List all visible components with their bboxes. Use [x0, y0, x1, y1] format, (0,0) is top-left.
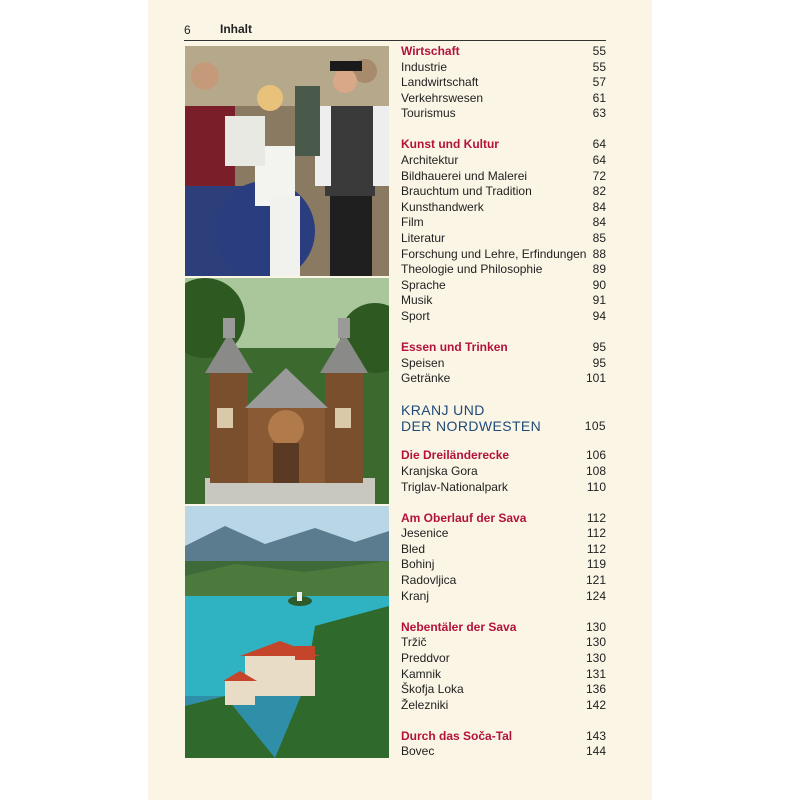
toc-section-nebentaeler	[401, 620, 606, 714]
toc-entry[interactable]	[401, 651, 606, 667]
toc-region-heading[interactable]	[401, 402, 606, 434]
toc-heading[interactable]	[401, 729, 606, 745]
toc-entry-label: Tourismus	[401, 106, 456, 121]
toc-page-number: 108	[585, 463, 606, 478]
toc-entry-label: Bled	[401, 541, 426, 556]
toc-section-dreilaender	[401, 448, 606, 495]
toc-entry-label: Getränke	[401, 371, 451, 386]
photo-column	[185, 46, 389, 758]
folk-dancers-photo	[185, 46, 389, 276]
toc-entry-label: Forschung und Lehre, Erfindungen	[401, 246, 587, 261]
toc-entry-label: Jesenice	[401, 526, 449, 541]
toc-entry[interactable]	[401, 293, 606, 309]
toc-entry-label: Bildhauerei und Malerei	[401, 168, 528, 183]
toc-entry-label: Železniki	[401, 697, 449, 712]
toc-page-number: 142	[585, 697, 606, 712]
toc-page-number: 55	[592, 44, 606, 58]
toc-entry[interactable]	[401, 356, 606, 372]
toc-entry[interactable]	[401, 573, 606, 589]
toc-entry-label: Brauchtum und Tradition	[401, 184, 532, 199]
toc-section-soca	[401, 729, 606, 760]
toc-entry[interactable]	[401, 75, 606, 91]
toc-heading-label: Essen und Trinken	[401, 340, 508, 355]
toc-page-number: 121	[585, 573, 606, 588]
toc-entry[interactable]	[401, 60, 606, 76]
toc-section-oberlauf	[401, 511, 606, 605]
toc-entry[interactable]	[401, 184, 606, 200]
toc-entry-label: Škofja Loka	[401, 682, 464, 697]
chapter-title: Inhalt	[220, 22, 252, 36]
toc-entry-label: Bohinj	[401, 557, 435, 572]
toc-page-number: 144	[585, 744, 606, 759]
toc-entry[interactable]	[401, 278, 606, 294]
toc-entry[interactable]	[401, 262, 606, 278]
toc-entry[interactable]	[401, 91, 606, 107]
toc-entry[interactable]	[401, 667, 606, 683]
toc-page-number: 90	[592, 277, 606, 292]
toc-page-number: 57	[592, 75, 606, 90]
toc-heading-label: Die Dreiländerecke	[401, 448, 510, 463]
toc-page-number: 61	[592, 90, 606, 105]
toc-page-number: 105	[584, 419, 606, 434]
page-number: 6	[184, 23, 191, 37]
table-of-contents	[401, 44, 606, 775]
toc-page-number: 64	[592, 137, 606, 152]
toc-entry-label: Kunsthandwerk	[401, 199, 484, 214]
toc-heading[interactable]	[401, 137, 606, 153]
toc-page-number: 55	[592, 59, 606, 74]
toc-section-kunst	[401, 137, 606, 324]
toc-page-number: 95	[592, 355, 606, 370]
toc-page-number: 95	[592, 340, 606, 355]
toc-entry-label: Kranj	[401, 588, 430, 603]
toc-page-number: 131	[585, 666, 606, 681]
toc-page-number: 63	[592, 106, 606, 121]
toc-entry[interactable]	[401, 371, 606, 387]
toc-page-number: 119	[586, 557, 606, 572]
toc-entry-label: Film	[401, 215, 424, 230]
toc-entry[interactable]	[401, 200, 606, 216]
toc-page-number: 130	[585, 619, 606, 634]
toc-section-essen	[401, 340, 606, 387]
toc-entry[interactable]	[401, 480, 606, 496]
toc-entry-label: Bovec	[401, 744, 435, 759]
wooden-chapel-photo	[185, 278, 389, 504]
toc-page-number: 89	[592, 262, 606, 277]
toc-heading-label: Kunst und Kultur	[401, 137, 499, 152]
toc-entry[interactable]	[401, 698, 606, 714]
toc-page-number: 112	[586, 541, 606, 556]
toc-entry[interactable]	[401, 464, 606, 480]
toc-page-number: 143	[585, 728, 606, 743]
toc-section-wirtschaft	[401, 44, 606, 122]
lake-bled-castle-photo	[185, 506, 389, 758]
toc-page-number: 136	[585, 682, 606, 697]
toc-entry-label: Triglav-Nationalpark	[401, 479, 508, 494]
toc-entry-label: Architektur	[401, 153, 459, 168]
toc-page-number: 82	[592, 184, 606, 199]
toc-entry-label: Sprache	[401, 277, 446, 292]
toc-entry-label: Sport	[401, 309, 430, 323]
toc-entry-label: Literatur	[401, 231, 446, 246]
region-title-line1: KRANJ UND	[401, 402, 485, 419]
toc-entry[interactable]	[401, 589, 606, 605]
toc-page-number: 112	[586, 526, 606, 541]
toc-heading-label: Wirtschaft	[401, 44, 460, 58]
toc-entry-label: Industrie	[401, 59, 448, 74]
toc-page-number: 84	[592, 215, 606, 230]
toc-page-number: 84	[592, 199, 606, 214]
toc-heading-label: Am Oberlauf der Sava	[401, 510, 527, 525]
toc-entry-label: Preddvor	[401, 650, 450, 665]
toc-entry[interactable]	[401, 682, 606, 698]
toc-page-number: 101	[585, 371, 606, 386]
toc-entry-label: Musik	[401, 293, 433, 308]
toc-heading[interactable]	[401, 511, 606, 527]
toc-entry[interactable]	[401, 744, 606, 760]
toc-entry-label: Verkehrswesen	[401, 90, 484, 105]
toc-page-number: 91	[592, 293, 606, 308]
toc-entry[interactable]	[401, 231, 606, 247]
toc-heading[interactable]	[401, 44, 606, 60]
toc-entry-label: Radovljica	[401, 573, 457, 588]
toc-entry-label: Landwirtschaft	[401, 75, 479, 90]
toc-entry[interactable]	[401, 247, 606, 263]
toc-heading-label: Durch das Soča-Tal	[401, 728, 513, 743]
region-title-line2: DER NORDWESTEN	[401, 418, 542, 435]
toc-page-number: 85	[592, 231, 606, 246]
toc-heading-label: Nebentäler der Sava	[401, 619, 517, 634]
toc-heading[interactable]	[401, 340, 606, 356]
toc-entry-label: Kranjska Gora	[401, 463, 478, 478]
toc-entry[interactable]	[401, 309, 606, 325]
toc-entry[interactable]	[401, 169, 606, 185]
toc-entry-label: Theologie und Philosophie	[401, 262, 543, 277]
toc-entry-label: Tržič	[401, 635, 427, 650]
toc-page-number: 112	[586, 510, 606, 525]
toc-entry[interactable]	[401, 542, 606, 558]
toc-page-number: 94	[592, 309, 606, 323]
toc-page-number: 130	[585, 635, 606, 650]
toc-page-number: 110	[586, 479, 606, 494]
toc-page-number: 130	[585, 650, 606, 665]
toc-entry[interactable]	[401, 557, 606, 573]
toc-entry-label: Kamnik	[401, 666, 442, 681]
toc-entry[interactable]	[401, 215, 606, 231]
toc-entry[interactable]	[401, 153, 606, 169]
toc-entry[interactable]	[401, 106, 606, 122]
toc-page-number: 72	[592, 168, 606, 183]
toc-page-number: 88	[592, 246, 606, 261]
toc-entry-label: Speisen	[401, 355, 445, 370]
toc-heading[interactable]	[401, 448, 606, 464]
toc-entry[interactable]	[401, 635, 606, 651]
toc-heading[interactable]	[401, 620, 606, 636]
toc-page-number: 64	[592, 153, 606, 168]
toc-page-number: 124	[585, 588, 606, 603]
toc-page-number: 106	[585, 448, 606, 463]
toc-entry[interactable]	[401, 526, 606, 542]
page-header	[184, 22, 606, 41]
